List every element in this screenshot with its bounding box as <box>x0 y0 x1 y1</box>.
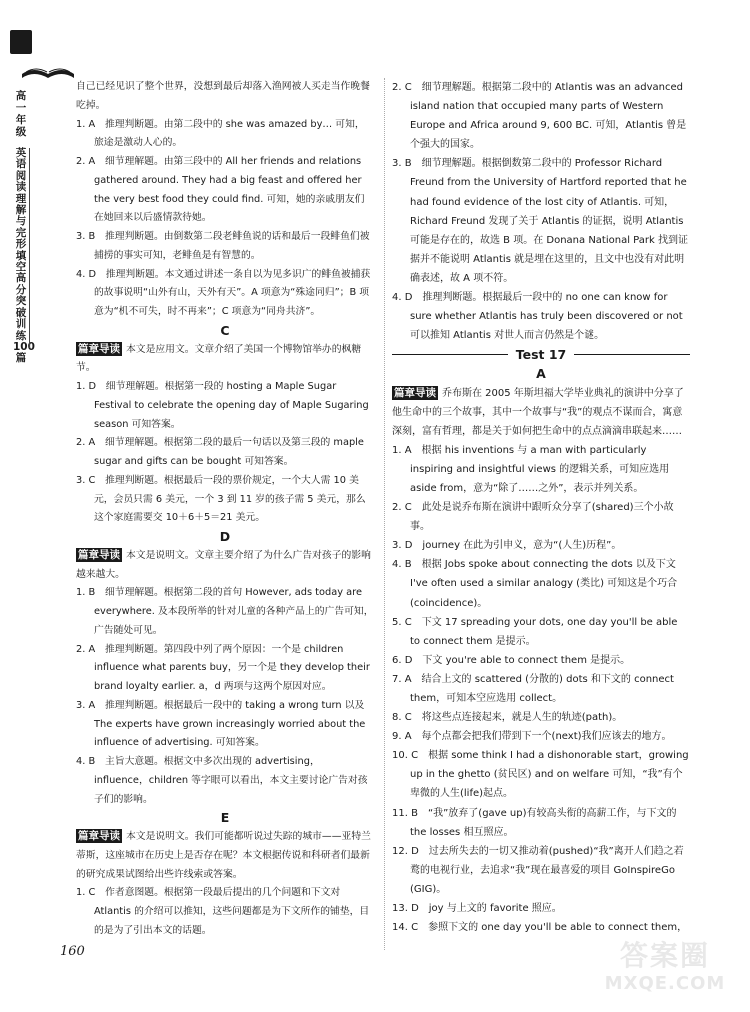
answer-item: 7. A 结合上文的 scattered (分散的) dots 和下文的 connect them，可知本空应选用 collect。 <box>392 673 674 704</box>
page-number: 160 <box>60 944 85 959</box>
answer-item: 3. A 推理判断题。根据最后一段中的 taking a wrong turn 以及 The experts have grown increasingly worried about the influence of advertising. 可知答案。 <box>76 699 366 749</box>
answer-item: 1. B 细节理解题。根据第二段的首句 However, ads today are everywhere. 及本段所举的针对儿童的各种产品上的广告可知，广告随处可见。 <box>76 587 374 636</box>
guide-text: 本文是说明文。我们可能都听说过失踪的城市——亚特兰蒂斯，这座城市在历史上是否存在呢？本文根据传说和科研者们最新的研究成果试图给出些许线索或答案。 <box>76 831 371 880</box>
answer-item: 3. C 推理判断题。根据最后一段的票价规定，一个大人需 10 美元，会员只需 6 美元，一个 3 到 11 岁的孩子需 5 美元，那么这个家庭需要交 10＋6＋5＝21 美元。 <box>76 474 366 524</box>
guide-tag: 篇章导读 <box>78 548 120 561</box>
answer-item: 3. B 推理判断题。由倒数第二段老鲱鱼说的话和最后一段鲱鱼们被捕捞的事实可知，老鲱鱼是有智慧的。 <box>76 231 370 261</box>
watermark <box>590 940 740 1002</box>
test-rule-right <box>574 354 690 355</box>
answer-item: 5. C 下文 17 spreading your dots, one day you'll be able to connect them 是提示。 <box>392 616 678 647</box>
test-rule-left <box>392 354 508 355</box>
answer-item: 2. A 推理判断题。第四段中列了两个原因：一个是 children influence what parents buy，另一个是 they develop their brand loyalty earlier. a，d 两项与这两个原因对应。 <box>76 643 370 692</box>
passage-guide <box>76 828 374 884</box>
answer-item: 4. B 主旨大意题。根据文中多次出现的 advertising，influence，children 等字眼可以看出，本文主要讨论广告对孩子们的影响。 <box>76 756 368 805</box>
guide-tag: 篇章导读 <box>78 830 120 842</box>
answer-item: 1. A 推理判断题。由第二段中的 she was amazed by… 可知，旅途是激动人心的。 <box>76 118 365 149</box>
answer-item: 3. D journey 在此为引申义，意为“(人生)历程”。 <box>392 540 622 552</box>
book-sidebar <box>8 30 34 410</box>
left-column <box>76 78 374 941</box>
answer-item: 1. D 细节理解题。根据第一段的 hosting a Maple Sugar Festival to celebrate the opening day of Maple Sugaring season 可知答案。 <box>76 381 369 430</box>
open-book-icon <box>20 60 76 82</box>
guide-text: 本文是说明文。文章主要介绍了为什么广告对孩子的影响越来越大。 <box>76 549 371 580</box>
sidebar-rule <box>29 148 30 348</box>
grade-label: 高一年级 <box>15 90 27 138</box>
test-title: Test 17 <box>515 347 567 363</box>
answer-item: 6. D 下文 you're able to connect them 是提示。 <box>392 654 631 666</box>
passage-guide <box>392 384 690 441</box>
watermark-cn: 答案圈 <box>619 939 710 972</box>
section-heading: E <box>220 810 230 826</box>
answer-item: 2. A 细节理解题。根据第二段的最后一句话以及第三段的 maple sugar and gifts can be bought 可知答案。 <box>76 437 364 467</box>
answer-item: 8. C 将这些点连接起来，就是人生的轨迹(path)。 <box>392 712 623 724</box>
sidebar-block <box>10 30 32 54</box>
passage-guide <box>76 547 374 585</box>
continued-text: 自己已经见识了整个世界，没想到最后却落入渔网被人买走当作晚餐吃掉。 <box>76 81 370 111</box>
answer-item: 4. B 根据 Jobs spoke about connecting the dots 以及下文 I've often used a similar analogy (类比) 可知这是个巧合(coincidence)。 <box>392 559 678 609</box>
test-header <box>392 345 690 364</box>
column-divider <box>384 78 385 950</box>
answer-item: 10. C 根据 some think I had a dishonorable start，growing up in the ghetto (贫民区) and on welfare 可知，“我”有个卑微的人生(life)起点。 <box>392 750 689 800</box>
answer-item: 2. A 细节理解题。由第三段中的 All her friends and relations gathered around. They had a big feast and offered her the very best food they could find. 可知，她的亲戚朋友们在她回来以后盛情款待她。 <box>76 156 365 224</box>
answer-item: 1. C 作者意图题。根据第一段最后提出的几个问题和下文对 Atlantis 的介绍可以推知，这些问题都是为下文所作的铺垫，目的是为了引出本文的话题。 <box>76 887 370 936</box>
answer-item: 4. D 推理判断题。根据最后一段中的 no one can know for sure whether Atlantis has truly been discovered or not 可以推知 Atlantis 对世人而言仍然是个谜。 <box>392 292 683 342</box>
passage-guide <box>76 341 374 379</box>
section-heading: C <box>220 322 230 338</box>
guide-tag: 篇章导读 <box>78 342 120 355</box>
watermark-en: MXQE.COM <box>604 973 726 994</box>
series-title: 英语阅读理解与完形填空高分突破训练100篇 <box>13 147 35 365</box>
guide-tag: 篇章导读 <box>394 386 436 399</box>
section-heading: D <box>219 529 231 544</box>
answer-item: 11. B “我”放弃了(gave up)有较高头衔的高薪工作，与下文的 the losses 相互照应。 <box>392 807 677 838</box>
section-heading: A <box>536 366 546 382</box>
right-column <box>392 78 690 937</box>
answer-item: 13. D joy 与上文的 favorite 照应。 <box>392 903 562 915</box>
answer-item: 1. A 根据 his inventions 与 a man with particularly inspiring and insightful views 的逻辑关系，可知应选用 aside from，意为“除了……之外”，表示并列关系。 <box>392 444 670 494</box>
answer-item: 3. B 细节理解题。根据倒数第二段中的 Professor Richard Freund from the University of Hartford reported that he had found evidence of the lost city of Atlantis. 可知，Richard Freund 发现了关于 Atlantis 的证据，说明 Atlantis 可能是存在的，故选 B 项。在 Donana National Park 找到证据并不能说明 Atlantis 就是埋在这里的，且文中也没有对此明确表述，故 A 项不符。 <box>392 158 688 284</box>
guide-text: 本文是应用文。文章介绍了美国一个博物馆举办的枫糖节。 <box>76 343 362 374</box>
answer-item: 2. C 此处是说乔布斯在演讲中跟听众分享了(shared)三个小故事。 <box>392 502 674 533</box>
answer-item: 2. C 细节理解题。根据第二段中的 Atlantis was an advanced island nation that occupied many parts of Western Europe and Africa around 9, 600 BC. 可知，Atlantis 曾是个强大的国家。 <box>392 82 687 151</box>
answer-item: 14. C 参照下文的 one day you'll be able to connect them， <box>392 922 688 934</box>
guide-text: 乔布斯在 2005 年斯坦福大学毕业典礼的演讲中分享了他生命中的三个故事，其中一个故事与“我”的观点不谋而合，寓意深刻，富有哲理，都是关于如何把生命中的点点滴滴串联起来…… <box>392 387 684 437</box>
answer-item: 9. A 每个点都会把我们带到下一个(next)我们应该去的地方。 <box>392 731 672 743</box>
answer-item: 4. D 推理判断题。本文通过讲述一条自以为见多识广的鲱鱼被捕获的故事说明“山外有山，天外有天”。A 项意为“殊途同归”；B 项意为“机不可失，时不再来”；C 项意为“同舟共济”。 <box>76 268 371 317</box>
answer-item: 12. D 过去所失去的一切又推动着(pushed)“我”离开人们趋之若鹜的电视行业，去追求“我”现在最喜爱的项目 GoInspireGo (GIG)。 <box>392 845 684 895</box>
